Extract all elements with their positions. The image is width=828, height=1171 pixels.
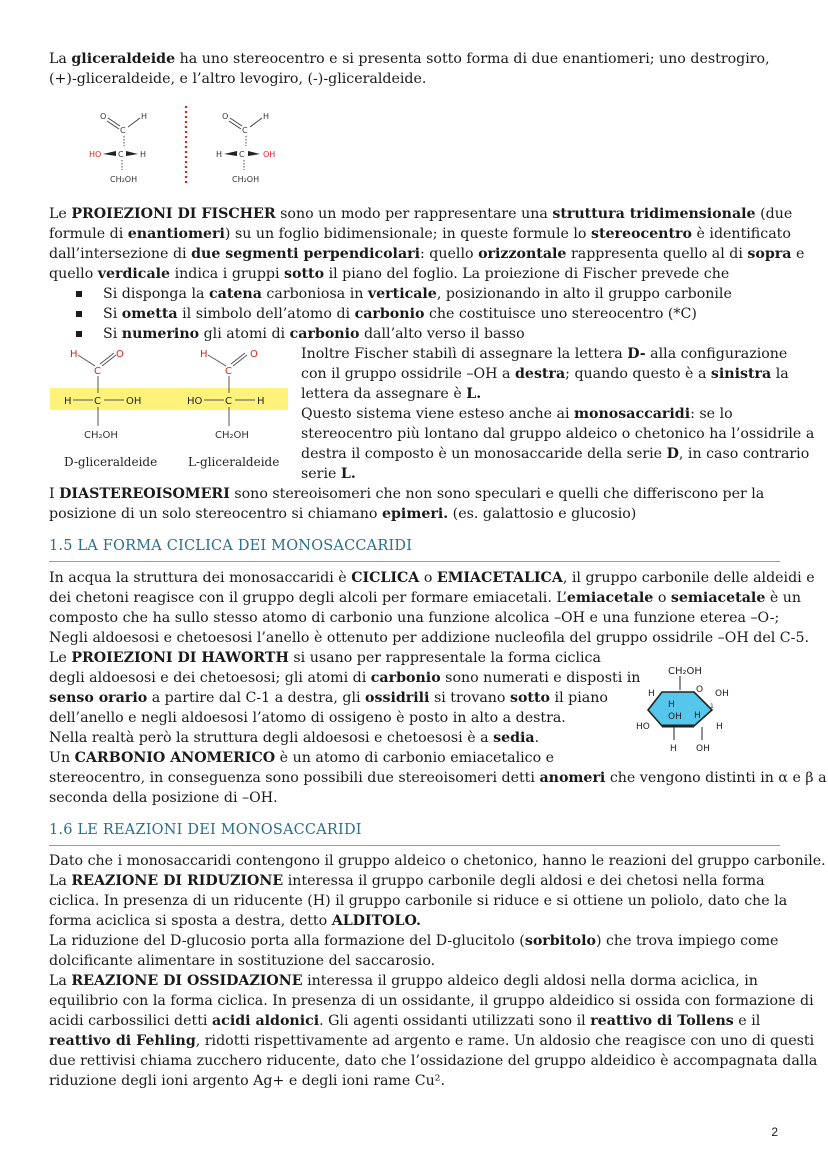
sec16-line-10: reattivo di Fehling, ridotti rispettivamente ad argento e rame. Un aldosio che reagisce con uno di questi [49,1033,815,1049]
sec15-line-4: Negli aldoesosi e chetoesosi l’anello è ottenuto per addizione nucleofila del gruppo ossidrile –OH del C-5. [49,630,809,646]
fischer-projection-figure [50,342,290,477]
svg-text:C: C [94,396,101,407]
svg-text:O: O [222,112,229,121]
dl-line-4: Questo sistema viene esteso anche ai monosaccaridi: se lo [301,406,733,422]
sec15-line-12: seconda della posizione di –OH. [49,790,278,806]
page-number: 2 [771,1125,778,1139]
fischer-line-2: formule di enantiomeri) su un foglio bidimensionale; in queste formule lo stereocentro è identificato [49,226,791,242]
svg-text:C: C [118,150,124,159]
svg-text:H: H [200,349,208,360]
svg-text:1: 1 [710,703,714,710]
svg-text:H: H [263,112,270,121]
svg-text:OH: OH [668,712,682,722]
enantiomer-left [89,112,147,184]
highlight-band [50,388,288,410]
sec16-line-5: La riduzione del D-glucosio porta alla formazione del D-glucitolo (sorbitolo) che trova impiego come [49,933,779,949]
sec16-line-2: La REAZIONE DI RIDUZIONE interessa il gruppo carbonile degli aldosi e dei chetosi nella forma [49,873,765,889]
svg-text:OH: OH [263,150,276,159]
intro-line-2: (+)-gliceraldeide, e l’altro levogiro, (-)-gliceraldeide. [49,71,427,87]
sec16-line-12: riduzione degli ioni argento Ag+ e degli ioni rame Cu². [49,1073,445,1089]
sec15-line-8: dell’anello e negli aldoesosi l’atomo di ossigeno è posto in alto a destra. [49,710,566,726]
sec16-line-6: dolcificante alimentare in sostituzione del saccarosio. [49,953,436,969]
dl-line-6: destra il composto è un monosaccaride della serie D, in caso contrario [301,446,810,462]
svg-text:H: H [64,396,72,407]
svg-text:C: C [239,150,245,159]
diast-line-2: posizione di un solo stereocentro si chiamano epimeri. (es. galattosio e glucosio) [49,506,637,522]
section-rule [49,845,780,846]
sec15-line-11: stereocentro, in conseguenza sono possibili due stereoisomeri detti anomeri che vengono distinti in α e β a [49,770,827,786]
svg-text:H: H [140,150,147,159]
sec16-line-11: due rettivisi chiama zucchero riducente, dato che l’ossidazione del gruppo aldeidico è accompagnata dalla [49,1053,818,1069]
glyceraldehyde-wedge-figure [80,100,300,190]
section-heading-1-6: 1.6 LE REAZIONI DEI MONOSACCARIDI [49,822,362,838]
fischer-line-4: quello verdicale indica i gruppi sotto il piano del foglio. La proiezione di Fischer prevede che [49,266,730,282]
dl-line-1: Inoltre Fischer stabilì di assegnare la lettera D- alla configurazione [301,346,788,362]
svg-text:OH: OH [696,744,710,754]
sec15-line-10: Un CARBONIO ANOMERICO è un atomo di carbonio emiacetalico e [49,750,555,766]
sec15-line-7: senso orario a partire dal C-1 a destra, gli ossidrili si trovano sotto il piano [49,690,608,706]
fischer-bullet-2: Si ometta il simbolo dell’atomo di carbonio che costituisce uno stereocentro (*C) [103,306,697,322]
svg-text:O: O [116,349,124,360]
svg-text:C: C [225,396,232,407]
intro-line-1: La gliceraldeide ha uno stereocentro e si presenta sotto forma di due enantiomeri; uno destrogiro, [49,51,770,67]
fischer-line-3: dall’intersezione di due segmenti perpendicolari: quello orizzontale rappresenta quello al di sopra e [49,246,805,262]
dl-line-3: lettera da assegnare è L. [301,386,482,402]
svg-text:O: O [100,112,107,121]
dl-line-2: con il gruppo ossidrile –OH a destra; quando questo è a sinistra la [301,366,789,382]
section-heading-1-5: 1.5 LA FORMA CICLICA DEI MONOSACCARIDI [49,538,413,554]
fischer-bullet-3: Si numerino gli atomi di carbonio dall’alto verso il basso [103,326,525,342]
svg-text:O: O [696,685,704,695]
sec16-line-3: ciclica. In presenza di un riducente (H) il gruppo carbonile si riduce e si ottiene un poliolo, dato che la [49,893,788,909]
dl-line-7: serie L. [301,466,356,482]
svg-text:H: H [141,112,148,121]
svg-text:H: H [70,349,78,360]
svg-text:H: H [648,689,655,699]
svg-text:C: C [242,126,248,135]
enantiomer-right [216,112,275,184]
haworth-projection-figure [632,660,752,756]
fischer-line-1: Le PROIEZIONI DI FISCHER sono un modo per rappresentare una struttura tridimensionale (due [49,206,793,222]
sec15-line-6: degli aldoesosi e dei chetoesosi; gli atomi di carbonio sono numerati e disposti in [49,670,641,686]
bullet-marker [76,331,82,337]
svg-text:CH₂OH: CH₂OH [110,175,138,184]
svg-text:L-gliceraldeide: L-gliceraldeide [188,455,280,469]
svg-text:CH₂OH: CH₂OH [84,430,118,441]
svg-text:CH₂OH: CH₂OH [232,175,260,184]
sec15-line-2: dei chetoni reagisce con il gruppo degli alcoli per formare emiacetali. L’emiacetale o semiacetale è un [49,590,802,606]
svg-text:C: C [225,366,232,377]
svg-text:O: O [250,349,258,360]
svg-text:OH: OH [126,396,142,407]
dl-line-5: stereocentro più lontano dal gruppo aldeico o chetonico ha l’ossidrile a [301,426,815,442]
sec15-line-5: Le PROIEZIONI DI HAWORTH si usano per rappresentale la forma ciclica [49,650,601,666]
bullet-marker [76,311,82,317]
sec16-line-8: equilibrio con la forma ciclica. In presenza di un ossidante, il gruppo aldeidico si ossida con formazione di [49,993,814,1009]
svg-text:HO: HO [187,396,203,407]
svg-text:C: C [94,366,101,377]
sec16-line-1: Dato che i monosaccaridi contengono il gruppo aldeico o chetonico, hanno le reazioni del gruppo carbonile. [49,853,826,869]
diast-line-1: I DIASTEREOISOMERI sono stereoisomeri che non sono speculari e quelli che differiscono per la [49,486,765,502]
svg-text:H: H [716,722,723,732]
svg-text:HO: HO [636,722,650,732]
svg-text:OH: OH [715,689,729,699]
sec15-line-3: composto che ha sullo stesso atomo di carbonio una funzione alcolica –OH e una funzione eterea –O-; [49,610,780,626]
sec15-line-9: Nella realtà però la struttura degli aldoesosi e chetoesosi è a sedia. [49,730,540,746]
svg-text:CH₂OH: CH₂OH [668,666,702,677]
sec16-line-9: acidi carbossilici detti acidi aldonici. Gli agenti ossidanti utilizzati sono il reattivo di Tollens e il [49,1013,761,1029]
svg-text:C: C [120,126,126,135]
fischer-bullet-1: Si disponga la catena carboniosa in verticale, posizionando in alto il gruppo carbonile [103,286,732,302]
svg-text:H: H [668,700,675,710]
section-rule [49,561,780,562]
svg-text:D-gliceraldeide: D-gliceraldeide [64,455,158,469]
svg-text:H: H [694,711,701,721]
svg-text:H: H [670,744,677,754]
sec16-line-4: forma aciclica si sposta a destra, detto ALDITOLO. [49,913,421,929]
sec15-line-1: In acqua la struttura dei monosaccaridi è CICLICA o EMIACETALICA, il gruppo carbonile delle aldeidi e [49,570,815,586]
svg-text:HO: HO [89,150,102,159]
bullet-marker [76,291,82,297]
sec16-line-7: La REAZIONE DI OSSIDAZIONE interessa il gruppo aldeico degli aldosi nella dorma aciclica, in [49,973,758,989]
svg-text:H: H [257,396,265,407]
svg-text:CH₂OH: CH₂OH [215,430,249,441]
svg-text:H: H [216,150,223,159]
